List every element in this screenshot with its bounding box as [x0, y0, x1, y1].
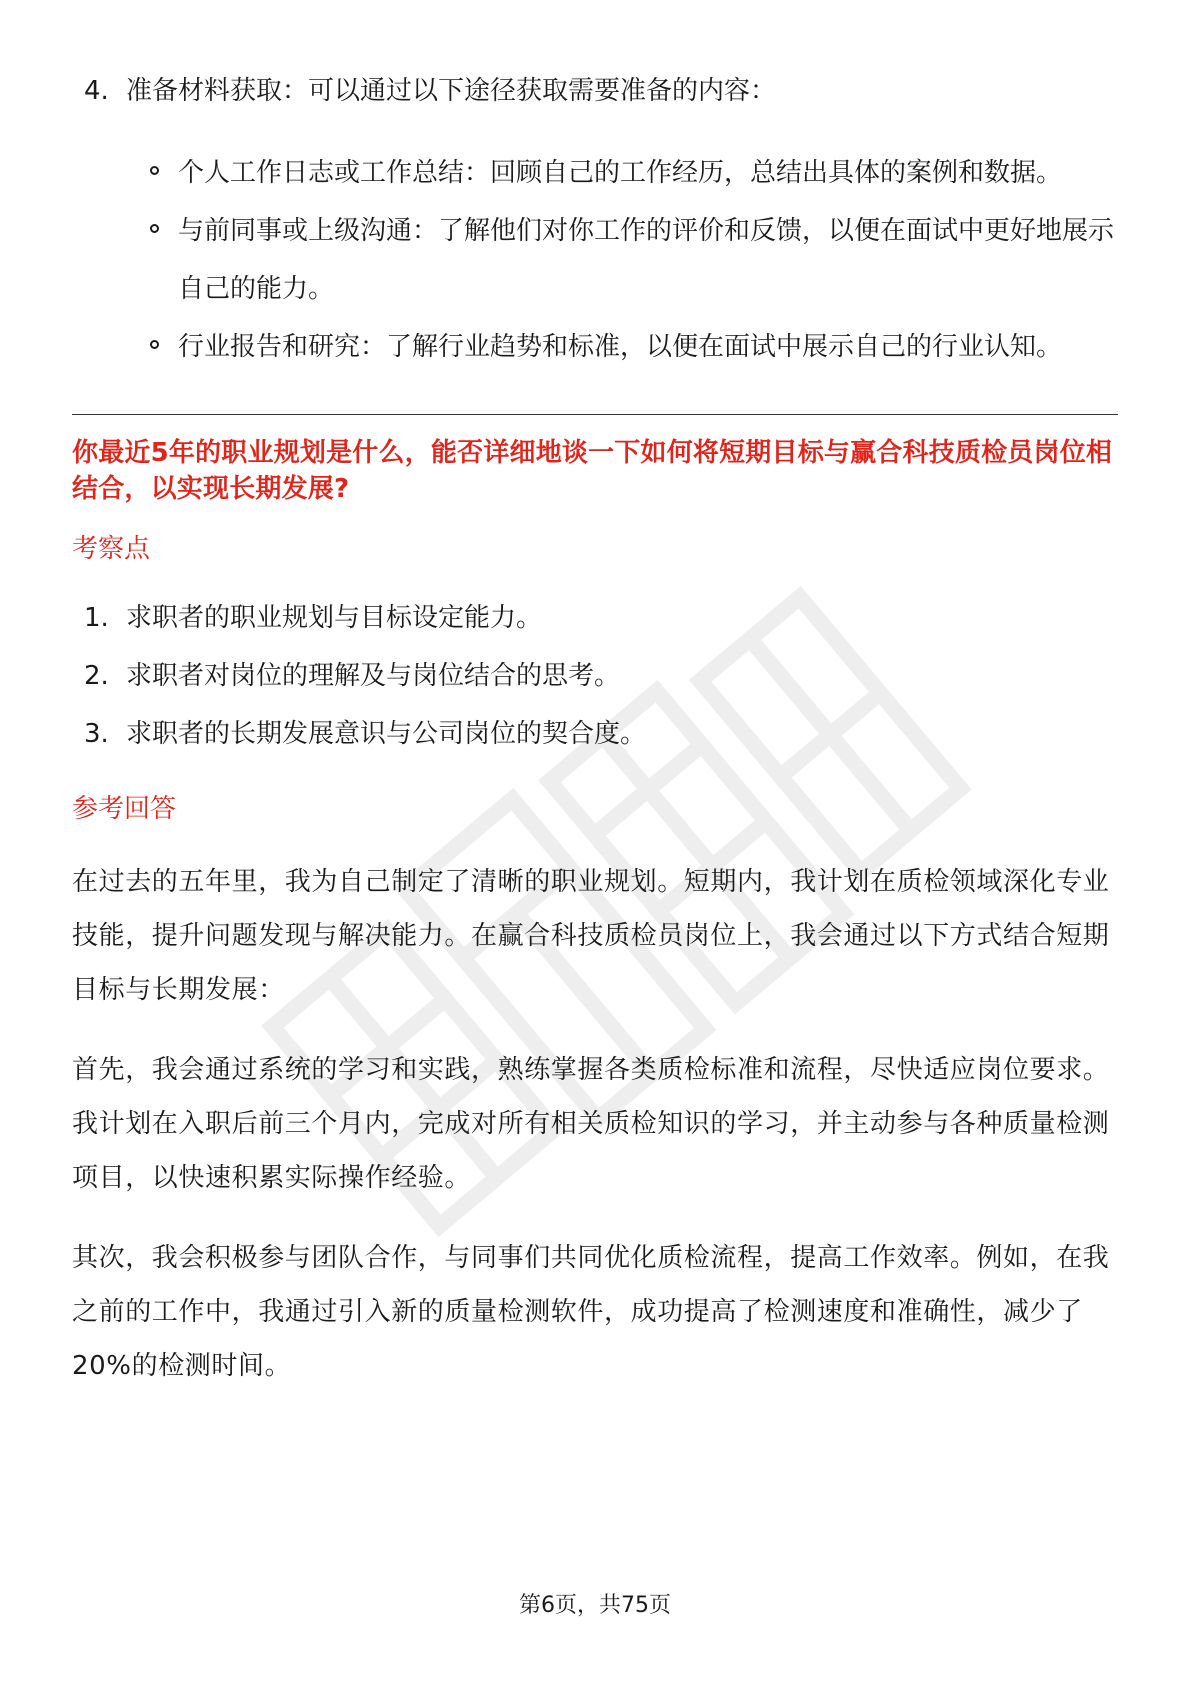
sublist-item [150, 144, 1118, 202]
assessment-item [72, 647, 1118, 705]
list-number: 1. [84, 603, 109, 633]
assessment-item [72, 705, 1118, 763]
assessment-item [72, 589, 1118, 647]
question-title: 你最近5年的职业规划是什么，能否详细地谈一下如何将短期目标与赢合科技质检员岗位相结合，以实现长期发展? [72, 438, 1113, 504]
circle-bullet-icon [150, 340, 159, 349]
list-number: 4. [84, 76, 109, 106]
assessment-item-text: 求职者的长期发展意识与公司岗位的契合度。 [126, 719, 647, 749]
answer-paragraph: 在过去的五年里，我为自己制定了清晰的职业规划。短期内，我计划在质检领域深化专业技能，提升问题发现与解决能力。在赢合科技质检员岗位上，我会通过以下方式结合短期目标与长期发展： [72, 867, 1110, 1005]
list-item-text: 准备材料获取：可以通过以下途径获取需要准备的内容： [126, 76, 777, 106]
assessment-heading: 考察点 [72, 534, 151, 564]
assessment-list [72, 589, 1118, 763]
page-number-footer: 第6页，共75页 [519, 1593, 671, 1618]
sublist-item-text: 行业报告和研究：了解行业趋势和标准，以便在面试中展示自己的行业认知。 [178, 332, 1063, 362]
assessment-item-text: 求职者的职业规划与目标设定能力。 [126, 603, 543, 633]
sublist-item-text: 与前同事或上级沟通：了解他们对你工作的评价和反馈，以便在面试中更好地展示自己的能力。 [178, 216, 1115, 304]
list-item-4 [72, 62, 1118, 120]
assessment-item-text: 求职者对岗位的理解及与岗位结合的思考。 [126, 661, 621, 691]
answer-paragraph: 首先，我会通过系统的学习和实践，熟练掌握各类质检标准和流程，尽快适应岗位要求。我计划在入职后前三个月内，完成对所有相关质检知识的学习，并主动参与各种质量检测项目，以快速积累实际操作经验。 [72, 1055, 1110, 1193]
sublist-item-text: 个人工作日志或工作总结：回顾自己的工作经历，总结出具体的案例和数据。 [178, 158, 1063, 188]
circle-bullet-icon [150, 166, 159, 175]
sublist-item [150, 318, 1118, 376]
list-number: 2. [84, 661, 109, 691]
answer-paragraph: 其次，我会积极参与团队合作，与同事们共同优化质检流程，提高工作效率。例如，在我之前的工作中，我通过引入新的质量检测软件，成功提高了检测速度和准确性，减少了20%的检测时间。 [72, 1243, 1110, 1381]
circle-bullet-icon [150, 224, 159, 233]
section-divider [72, 414, 1118, 415]
answer-heading: 参考回答 [72, 794, 177, 824]
list-number: 3. [84, 719, 109, 749]
sublist-item [150, 202, 1118, 318]
materials-sublist [150, 144, 1118, 376]
page-content [72, 62, 1118, 1393]
